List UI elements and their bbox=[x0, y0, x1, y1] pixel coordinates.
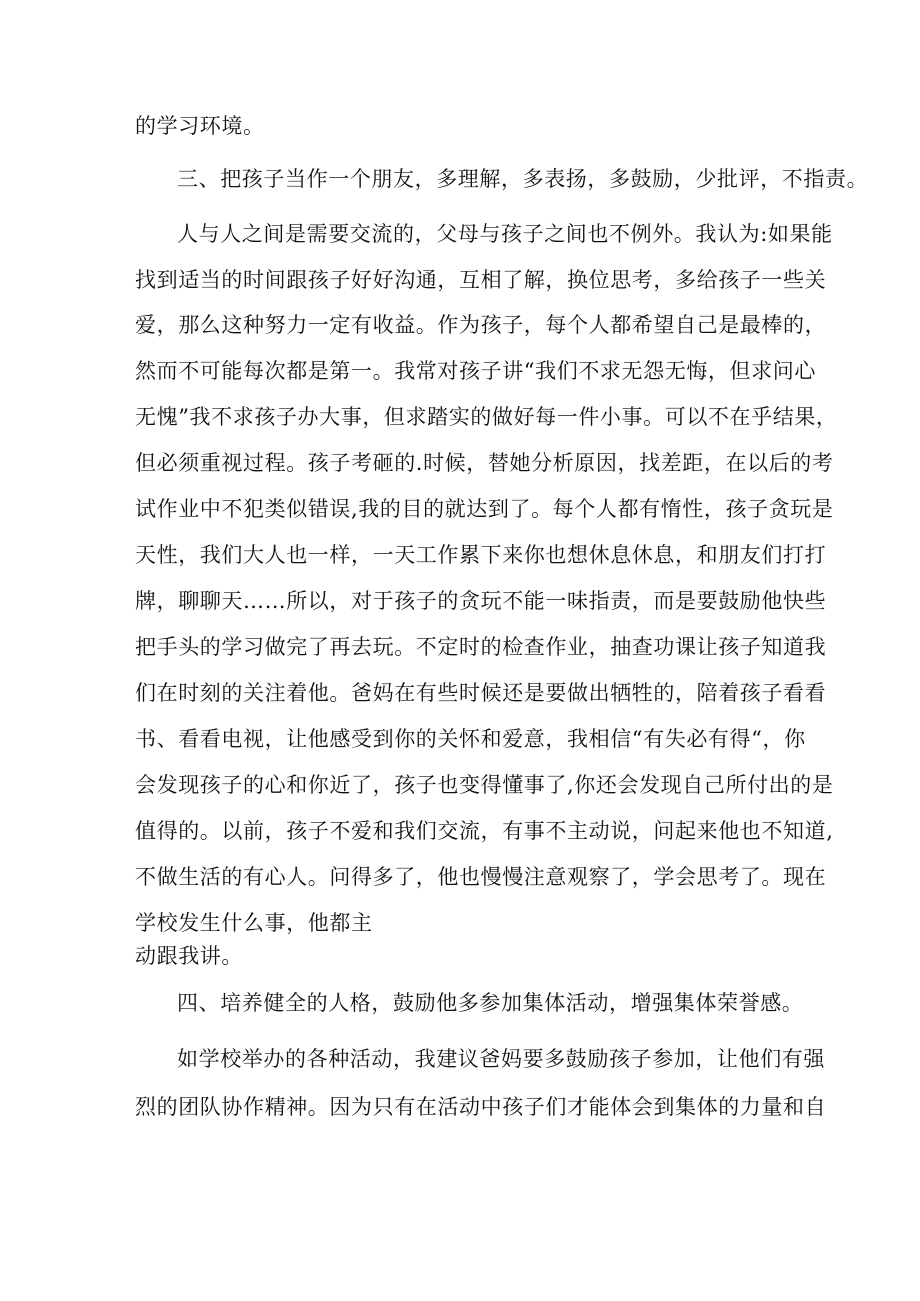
text-line: 值得的。以前，孩子不爱和我们交流，有事不主动说，问起来他也不知道, bbox=[135, 819, 834, 843]
text-line: 烈的团队协作精神。因为只有在活动中孩子们才能体会到集体的力量和自 bbox=[135, 1095, 827, 1119]
text-line: 动跟我讲。 bbox=[135, 944, 243, 968]
text-line: 的学习环境。 bbox=[135, 114, 265, 138]
text-line: 但必须重视过程。孩子考砸的.时候，替她分析原因，找差距，在以后的考 bbox=[135, 451, 834, 475]
text-line: 爱，那么这种努力一定有收益。作为孩子，每个人都希望自己是最棒的， bbox=[135, 313, 827, 337]
text-line: 天性，我们大人也一样，一天工作累下来你也想休息休息，和朋友们打打 bbox=[135, 543, 827, 567]
text-line: 书、看看电视，让他感受到你的关怀和爱意，我相信“有失必有得“，你 bbox=[135, 727, 806, 751]
text-line: 把手头的学习做完了再去玩。不定时的检查作业，抽查功课让孩子知道我 bbox=[135, 635, 827, 659]
text-line: 不做生活的有心人。问得多了，他也慢慢注意观察了，学会思考了。现在 bbox=[135, 865, 827, 889]
text-line: 然而不可能每次都是第一。我常对孩子讲“我们不求无怨无悔，但求问心 bbox=[135, 359, 816, 383]
text-line: 人与人之间是需要交流的，父母与孩子之间也不例外。我认为:如果能 bbox=[177, 222, 833, 246]
text-line: 牌，聊聊天……所以，对于孩子的贪玩不能一味指责，而是要鼓励他快些 bbox=[135, 589, 827, 613]
text-line: 们在时刻的关注着他。爸妈在有些时候还是要做出牺牲的，陪着孩子看看 bbox=[135, 681, 827, 705]
text-line: 无愧”我不求孩子办大事，但求踏实的做好每一件小事。可以不在乎结果， bbox=[135, 405, 838, 429]
text-line: 学校发生什么事，他都主 bbox=[135, 911, 373, 935]
text-line: 找到适当的时间跟孩子好好沟通，互相了解，换位思考，多给孩子一些关 bbox=[135, 268, 827, 292]
section-heading-three: 三、把孩子当作一个朋友，多理解，多表扬，多鼓励，少批评，不指责。 bbox=[177, 167, 869, 191]
text-line: 试作业中不犯类似错误,我的目的就达到了。每个人都有惰性，孩子贪玩是 bbox=[135, 497, 834, 521]
text-line: 会发现孩子的心和你近了，孩子也变得懂事了,你还会发现自己所付出的是 bbox=[135, 773, 834, 797]
text-line: 如学校举办的各种活动，我建议爸妈要多鼓励孩子参加，让他们有强 bbox=[177, 1047, 825, 1071]
section-heading-four: 四、培养健全的人格，鼓励他多参加集体活动，增强集体荣誉感。 bbox=[177, 991, 804, 1015]
